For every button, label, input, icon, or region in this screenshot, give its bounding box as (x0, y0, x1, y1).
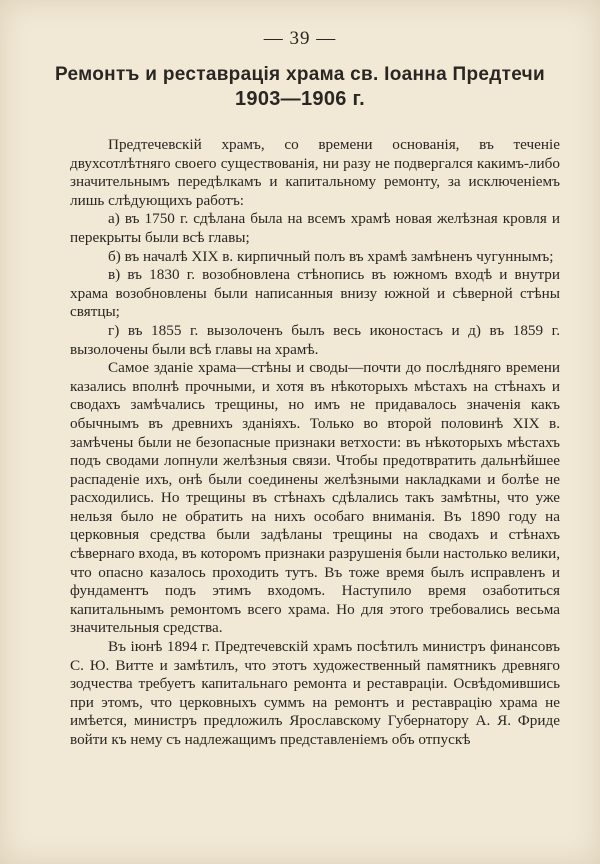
paragraph-witte: Въ іюнѣ 1894 г. Предтечевскій храмъ посѣтилъ министръ финансовъ С. Ю. Витте и замѣтилъ, что этотъ художественный памятникъ древняго зодчества требуетъ капитальнаго ремонта и реставраціи. Освѣдомившись при этомъ, что церковныхъ суммъ на ремонтъ и реставрацію храма не имѣется, министръ предложилъ Ярославскому Губернатору А. Я. Фриде войти къ нему съ надлежащимъ представленіемъ объ отпускѣ (70, 638, 560, 748)
paragraph-item-g: г) въ 1855 г. вызолоченъ былъ весь иконостасъ и д) въ 1859 г. вызолочены были всѣ главы на храмѣ. (70, 321, 560, 358)
page-number: — 39 — (263, 28, 337, 49)
body-text (70, 136, 560, 750)
chapter-title-line2: 1903—1906 г. (234, 88, 366, 110)
paragraph-building: Самое зданіе храма—стѣны и своды—почти до послѣдняго времени казались вполнѣ прочными, и хотя въ нѣкоторыхъ мѣстахъ на стѣнахъ и сводахъ замѣчались трещины, но имъ не придавалось значенія какъ обычнымъ въ древнихъ зданіяхъ. Только во второй половинѣ XIX в. замѣчены были не безопасные признаки ветхости: въ нѣкоторыхъ мѣстахъ подъ сводами лопнули желѣзныя связи. Чтобы предотвратить дальнѣйшее распаденіе ихъ, онѣ были соединены желѣзными накладками и болѣе не расходились. Но трещины въ стѣнахъ сдѣлались такъ замѣтны, что уже нельзя было не обратить на нихъ особаго вниманія. Въ 1890 году на церковныя средства были задѣланы трещины на сводахъ и стѣнахъ сѣвернаго входа, въ которомъ признаки разрушенія были настолько велики, что опасно казалось проходить тутъ. Въ тоже время былъ исправленъ и фундаментъ подъ этимъ входомъ. Наступило время озаботиться капитальнымъ ремонтомъ всего храма. Но для этого требовались весьма значительныя средства. (70, 359, 560, 637)
paragraph-intro: Предтечевскій храмъ, со времени основанія, въ теченіе двухсотлѣтняго своего существованія, ни разу не подвергался какимъ-либо значительнымъ передѣлкамъ и капитальному ремонту, за исключеніемъ лишь слѣдующихъ работъ: (70, 136, 560, 209)
paragraph-item-a: а) въ 1750 г. сдѣлана была на всемъ храмѣ новая желѣзная кровля и перекрыты были всѣ главы; (70, 210, 560, 246)
paragraph-item-v: в) въ 1830 г. возобновлена стѣнопись въ южномъ входѣ и внутри храма возобновлены были написанныя внизу южной и сѣверной стѣны святцы; (70, 266, 560, 321)
chapter-title (40, 62, 560, 112)
chapter-title-line1: Ремонтъ и реставрація храма св. Іоанна Предтечи (55, 64, 545, 85)
paragraph-item-b: б) въ началѣ XIX в. кирпичный полъ въ храмѣ замѣненъ чугуннымъ; (108, 247, 554, 265)
